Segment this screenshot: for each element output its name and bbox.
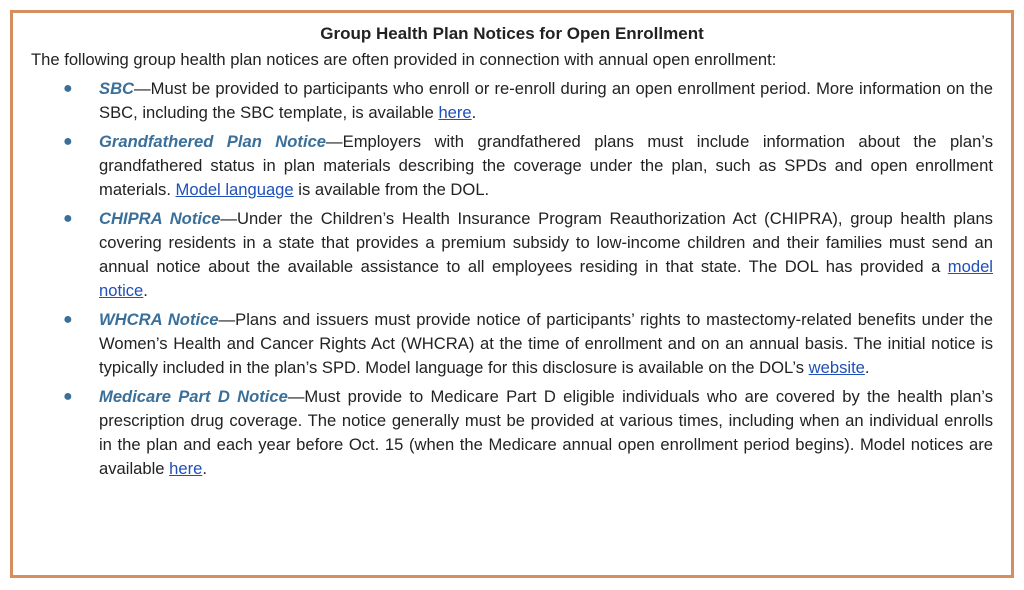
item-text-end: . xyxy=(143,281,148,300)
list-item-chipra xyxy=(31,207,993,303)
bullet-icon: ● xyxy=(63,133,73,150)
box-title: Group Health Plan Notices for Open Enrollment xyxy=(320,24,704,43)
bullet-icon: ● xyxy=(63,210,73,227)
list-item-grandfathered xyxy=(31,130,993,202)
medicare-here-link[interactable]: here xyxy=(169,459,203,478)
notice-box xyxy=(10,10,1014,578)
item-text: —Must be provided to participants who enroll or re-enroll during an open enrollment period. More information on the SBC, including the SBC template, is available xyxy=(99,79,993,122)
item-text-end: . xyxy=(864,358,870,377)
bullet-icon: ● xyxy=(63,311,73,328)
list-item-medicare xyxy=(31,385,993,481)
item-text-end: . xyxy=(471,103,477,122)
bullet-icon: ● xyxy=(63,388,73,405)
intro-text: The following group health plan notices are often provided in connection with annual open enrollment: xyxy=(31,50,777,69)
term-label: Medicare Part D Notice xyxy=(99,387,288,406)
website-link[interactable]: website xyxy=(808,358,865,377)
item-text-end: is available from the DOL. xyxy=(293,180,490,199)
term-label: SBC xyxy=(99,79,135,98)
list-item-sbc xyxy=(31,77,993,125)
term-label: CHIPRA Notice xyxy=(99,209,221,228)
item-text: —Under the Children’s Health Insurance Program Reauthorization Act (CHIPRA), group health plans covering residents in a state that provides a premium subsidy to low-income children and their families must send an annual notice about the available assistance to all employees residing in that state. The DOL has provided a xyxy=(99,209,993,276)
model-notice-link[interactable]: model notice xyxy=(99,257,993,300)
notice-list xyxy=(31,77,993,481)
term-label: WHCRA Notice xyxy=(99,310,219,329)
item-text: —Must provide to Medicare Part D eligible individuals who are covered by the health plan’s prescription drug coverage. The notice generally must be provided at various times, including when an individual enrolls in the plan and each year before Oct. 15 (when the Medicare annual open enrollment period begins). Model notices are available xyxy=(99,387,993,478)
item-text: —Plans and issuers must provide notice of participants’ rights to mastectomy-related benefits under the Women’s Health and Cancer Rights Act (WHCRA) at the time of enrollment and on an annual basis. The initial notice is typically included in the plan’s SPD. Model language for this disclosure is available on the DOL’s xyxy=(99,310,993,377)
bullet-icon: ● xyxy=(63,80,73,97)
item-text-end: . xyxy=(202,459,207,478)
model-language-link[interactable]: Model language xyxy=(175,180,294,199)
term-label: Grandfathered Plan Notice xyxy=(99,132,327,151)
list-item-whcra xyxy=(31,308,993,380)
item-text: —Employers with grandfathered plans must include information about the plan’s grandfathered status in plan materials describing the coverage under the plan, such as SPDs and open enrollment materials. xyxy=(99,132,993,199)
sbc-here-link[interactable]: here xyxy=(438,103,472,122)
